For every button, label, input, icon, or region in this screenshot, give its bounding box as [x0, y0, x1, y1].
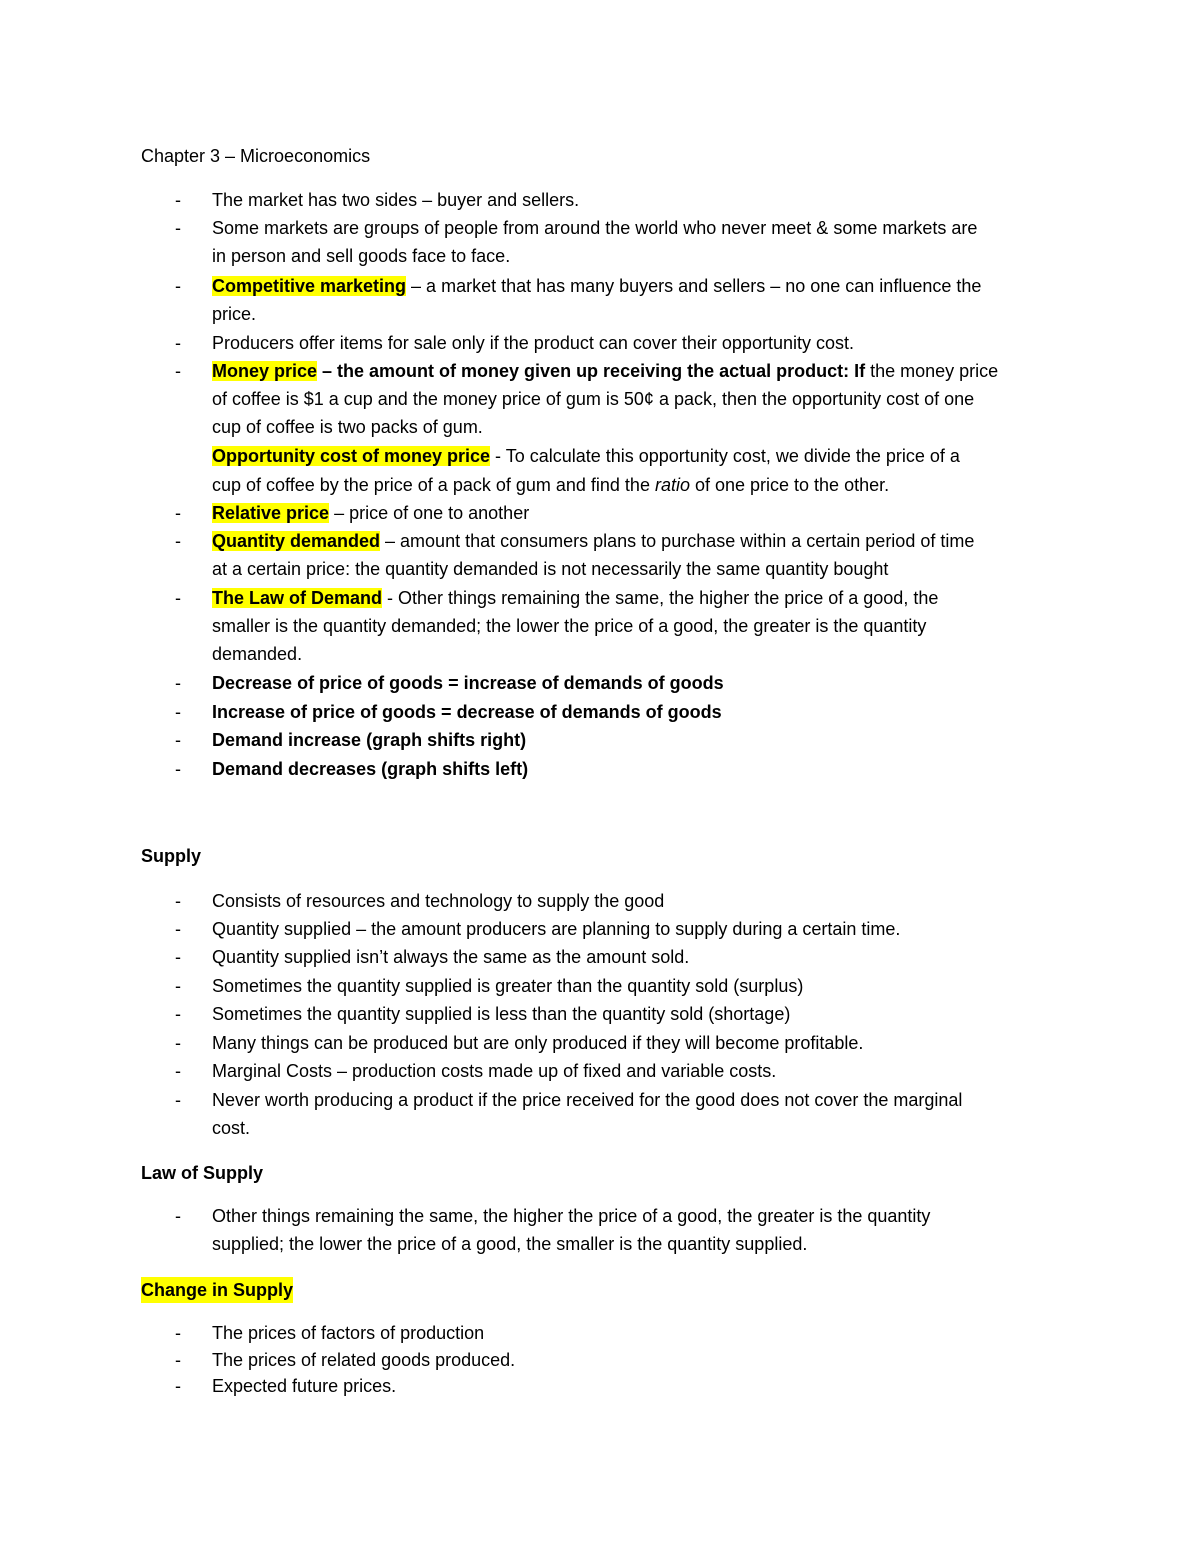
list-item: Increase of price of goods = decrease of demands of goods	[212, 702, 722, 722]
bullet: -	[175, 1376, 181, 1396]
bullet: -	[175, 503, 181, 523]
list-item-continuation: at a certain price: the quantity demanded is not necessarily the same quantity bought	[212, 559, 889, 579]
definition-text: – amount that consumers plans to purchase within a certain period of time	[380, 531, 975, 551]
list-item-continuation: smaller is the quantity demanded; the lower the price of a good, the greater is the quantity	[212, 616, 927, 636]
list-item: Quantity supplied isn’t always the same as the amount sold.	[212, 947, 690, 967]
list-item-continuation: cup of coffee is two packs of gum.	[212, 417, 483, 437]
bullet: -	[175, 333, 181, 353]
list-item-continuation: cost.	[212, 1118, 251, 1138]
list-item: Other things remaining the same, the higher the price of a good, the greater is the quantity	[212, 1206, 931, 1226]
highlighted-term: Relative price	[212, 503, 330, 523]
bullet: -	[175, 947, 181, 967]
list-item: The prices of related goods produced.	[212, 1350, 516, 1370]
definition-text: – price of one to another	[329, 503, 530, 523]
list-item	[212, 358, 998, 384]
bullet: -	[175, 588, 181, 608]
list-item: Marginal Costs – production costs made up of fixed and variable costs.	[212, 1061, 777, 1081]
list-item: The market has two sides – buyer and sellers.	[212, 190, 580, 210]
list-item: The prices of factors of production	[212, 1323, 485, 1343]
bullet: -	[175, 218, 181, 238]
bullet: -	[175, 673, 181, 693]
definition-text: - To calculate this opportunity cost, we divide the price of a	[490, 446, 960, 466]
list-item-continuation	[212, 472, 889, 498]
definition-text: – a market that has many buyers and sellers – no one can influence the	[406, 276, 982, 296]
bullet: -	[175, 1206, 181, 1226]
bullet: -	[175, 1323, 181, 1343]
text-segment: cup of coffee by the price of a pack of gum and find the	[212, 475, 655, 495]
bullet: -	[175, 276, 181, 296]
bullet: -	[175, 361, 181, 381]
bullet: -	[175, 531, 181, 551]
bullet: -	[175, 1061, 181, 1081]
section-heading-law-of-supply: Law of Supply	[141, 1163, 264, 1183]
bullet: -	[175, 759, 181, 779]
highlighted-term: Money price	[212, 361, 318, 381]
bullet: -	[175, 976, 181, 996]
definition-text: - Other things remaining the same, the higher the price of a good, the	[382, 588, 939, 608]
list-item	[212, 585, 938, 611]
list-item: Demand decreases (graph shifts left)	[212, 759, 529, 779]
list-item: Decrease of price of goods = increase of demands of goods	[212, 673, 724, 693]
bullet: -	[175, 702, 181, 722]
list-item	[212, 528, 974, 554]
text-segment: of one price to the other.	[689, 475, 890, 495]
bullet: -	[175, 190, 181, 210]
highlighted-term: Competitive marketing	[212, 276, 407, 296]
italic-text: ratio	[654, 475, 690, 495]
list-item: Sometimes the quantity supplied is less than the quantity sold (shortage)	[212, 1004, 791, 1024]
list-item: Many things can be produced but are only produced if they will become profitable.	[212, 1033, 864, 1053]
list-item: Consists of resources and technology to supply the good	[212, 891, 665, 911]
list-item	[212, 273, 981, 299]
list-item-continuation: price.	[212, 304, 257, 324]
bullet: -	[175, 730, 181, 750]
bullet: -	[175, 1004, 181, 1024]
bullet: -	[175, 919, 181, 939]
list-item: Some markets are groups of people from around the world who never meet & some markets are	[212, 218, 978, 238]
list-item: Never worth producing a product if the price received for the good does not cover the marginal	[212, 1090, 963, 1110]
list-item	[212, 500, 529, 526]
list-item-continuation: supplied; the lower the price of a good, the smaller is the quantity supplied.	[212, 1234, 808, 1254]
highlighted-term: The Law of Demand	[212, 588, 383, 608]
definition-text: the money price	[865, 361, 999, 381]
list-item: Expected future prices.	[212, 1376, 397, 1396]
list-item-continuation	[212, 443, 960, 469]
highlighted-term: Opportunity cost of money price	[212, 446, 491, 466]
list-item: Quantity supplied – the amount producers are planning to supply during a certain time.	[212, 919, 901, 939]
bold-text: – the amount of money given up receiving the actual product: If	[317, 361, 866, 381]
list-item: Producers offer items for sale only if the product can cover their opportunity cost.	[212, 333, 854, 353]
bullet: -	[175, 1090, 181, 1110]
page-title: Chapter 3 – Microeconomics	[141, 146, 371, 166]
bullet: -	[175, 1033, 181, 1053]
section-heading-supply: Supply	[141, 846, 202, 866]
section-heading-change-in-supply: Change in Supply	[141, 1277, 293, 1303]
highlighted-term: Quantity demanded	[212, 531, 381, 551]
bullet: -	[175, 891, 181, 911]
list-item: Sometimes the quantity supplied is greater than the quantity sold (surplus)	[212, 976, 804, 996]
list-item-continuation: in person and sell goods face to face.	[212, 246, 511, 266]
bullet: -	[175, 1350, 181, 1370]
list-item-continuation: of coffee is $1 a cup and the money price of gum is 50¢ a pack, then the opportunity cost of one	[212, 389, 975, 409]
list-item: Demand increase (graph shifts right)	[212, 730, 527, 750]
list-item-continuation: demanded.	[212, 644, 303, 664]
